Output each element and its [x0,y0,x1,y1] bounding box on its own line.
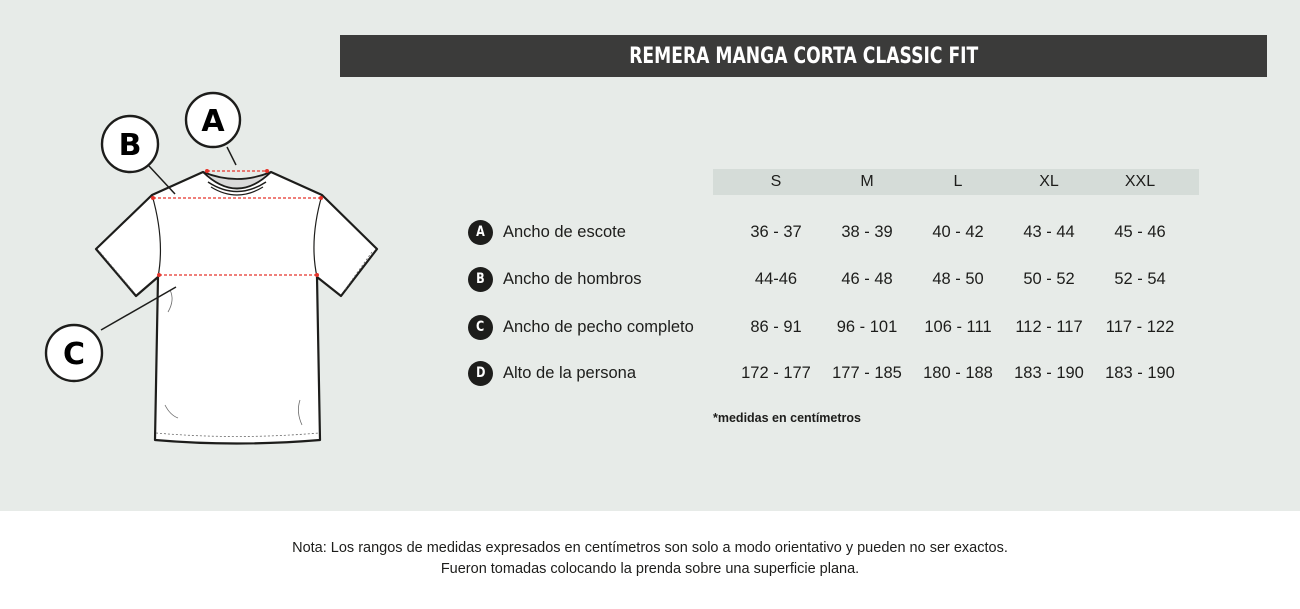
value-cell: 183 - 190 [1105,364,1175,382]
value-cell: 52 - 54 [1114,270,1166,288]
svg-text:A: A [201,104,225,139]
badge-d: D [468,361,493,386]
page-title: REMERA MANGA CORTA CLASSIC FIT [628,43,979,69]
value-cell: 50 - 52 [1023,270,1075,288]
value-cell: 46 - 48 [841,270,893,288]
value-cell: 44-46 [754,270,798,288]
value-cell: 112 - 117 [1015,318,1083,336]
row-label-text: Ancho de pecho completo [503,317,694,336]
row-label-text: Ancho de escote [503,222,626,241]
value-cell: 36 - 37 [750,223,802,241]
title-bar [340,35,1267,77]
svg-text:C: C [62,337,86,372]
size-s-header: S [770,173,782,190]
value-cell: 177 - 185 [832,364,902,382]
row-label-b [468,266,642,292]
value-cell: 48 - 50 [932,270,984,288]
value-cell: 106 - 111 [924,318,992,336]
badge-c: C [468,315,493,340]
row-label-text: Ancho de hombros [503,269,642,288]
value-cell: 183 - 190 [1014,364,1084,382]
callout-a [186,93,240,165]
callout-b [102,116,175,194]
svg-text:B: B [118,128,142,163]
value-cell: 40 - 42 [932,223,984,241]
row-label-a [468,219,626,245]
size-xl-header: XL [1039,173,1059,190]
row-label-text: Alto de la persona [503,363,637,382]
tshirt-outline [96,172,377,444]
badge-b: B [468,267,493,292]
size-header-row [713,169,1199,195]
note-line-2: Fueron tomadas colocando la prenda sobre una superficie plana. [440,561,860,577]
value-cell: 96 - 101 [836,318,898,336]
row-label-c [468,314,694,340]
row-label-d [468,360,636,386]
value-cell: 117 - 122 [1105,318,1175,336]
value-cell: 86 - 91 [750,318,802,336]
value-cell: 45 - 46 [1114,223,1166,241]
size-xxl-header: XXL [1124,173,1156,190]
measure-line-a [205,169,269,173]
value-cell: 172 - 177 [741,364,811,382]
badge-a: A [468,220,493,245]
units-footnote: *medidas en centímetros [713,411,861,425]
size-m-header: M [860,173,874,190]
value-cell: 38 - 39 [841,223,893,241]
value-cell: 180 - 188 [923,364,993,382]
value-cell: 43 - 44 [1023,223,1075,241]
size-l-header: L [953,173,963,190]
note-line-1: Nota: Los rangos de medidas expresados en centímetros son solo a modo orientativo y pueden no ser exactos. [292,540,1008,556]
